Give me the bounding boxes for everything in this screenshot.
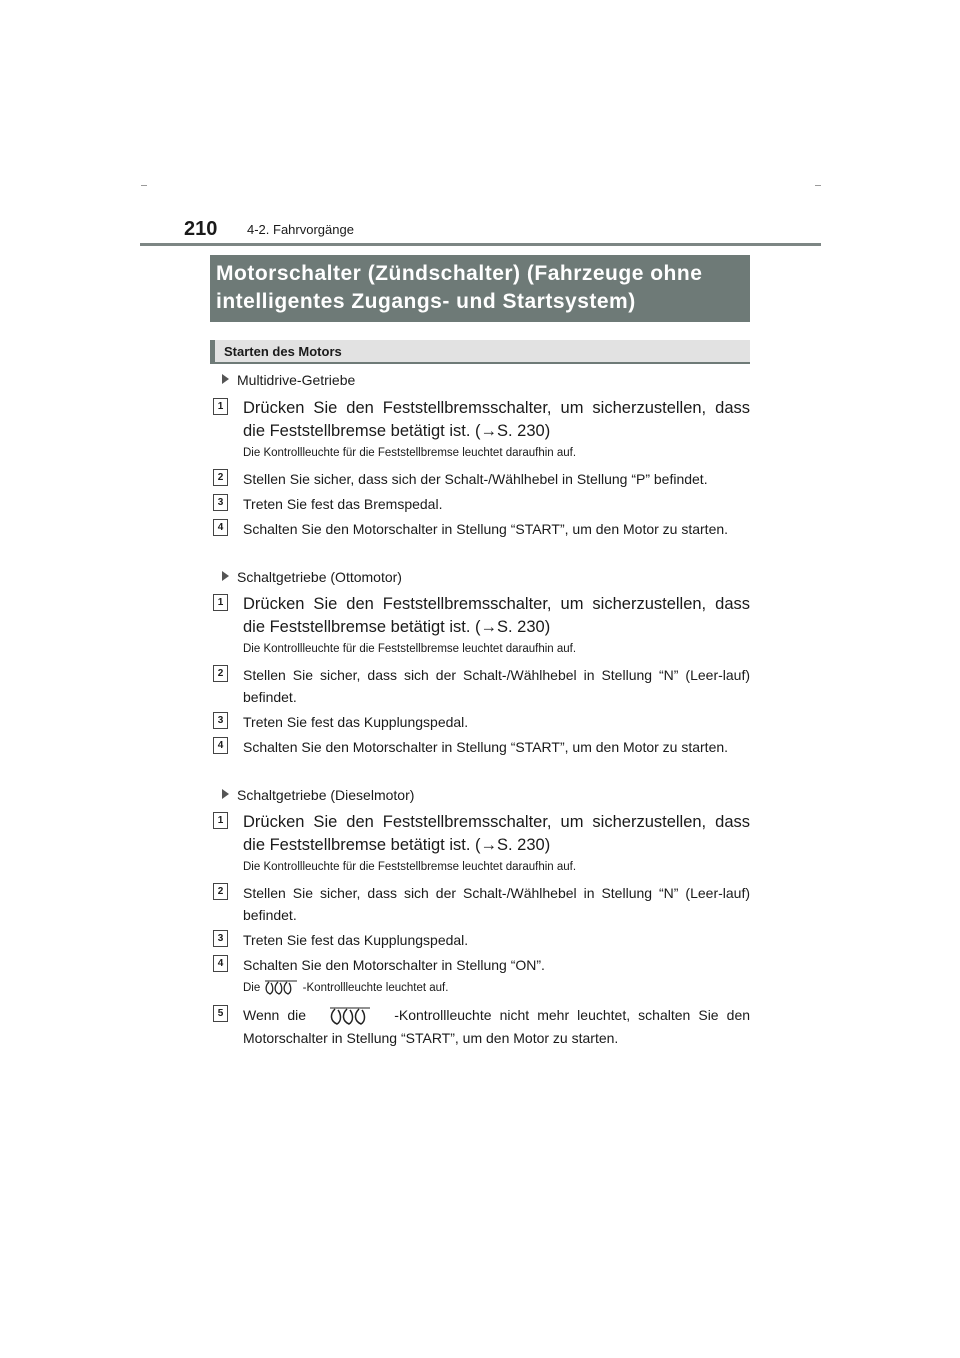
- step-note: Die -Kontrollleuchte leuchtet auf.: [243, 979, 748, 997]
- step-text: Schalten Sie den Motorschalter in Stellung “ON”.: [243, 957, 545, 973]
- page-number: 210: [184, 218, 218, 240]
- step-item: [213, 929, 750, 951]
- step-text: Stellen Sie sicher, dass sich der Schalt-/Wählhebel in Stellung “N” (Leer-lauf) befindet.: [243, 885, 750, 923]
- glow-plug-indicator-icon: [263, 979, 299, 997]
- step-note: Die Kontrollleuchte für die Feststellbremse leuchtet daraufhin auf.: [243, 643, 577, 655]
- step-number: 4: [213, 737, 228, 754]
- variant-heading: Schaltgetriebe (Dieselmotor): [222, 787, 414, 803]
- step-item: [213, 397, 750, 443]
- page-title-line-1: Motorschalter (Zündschalter) (Fahrzeuge ohne: [216, 262, 703, 285]
- step-item: [213, 468, 750, 490]
- step-item: [213, 736, 750, 758]
- crop-mark-left: [141, 185, 147, 186]
- step-number: 1: [213, 812, 228, 829]
- step-item: [213, 954, 750, 976]
- step-text: Stellen Sie sicher, dass sich der Schalt-/Wählhebel in Stellung “N” (Leer-lauf) befindet.: [243, 667, 750, 705]
- step-text: Stellen Sie sicher, dass sich der Schalt-/Wählhebel in Stellung “P” befindet.: [243, 471, 708, 487]
- step-number: 4: [213, 955, 228, 972]
- step-number: 2: [213, 469, 228, 486]
- step-note: Die Kontrollleuchte für die Feststellbremse leuchtet daraufhin auf.: [243, 861, 577, 873]
- step-number: 4: [213, 519, 228, 536]
- step-number: 3: [213, 494, 228, 511]
- step-number: 3: [213, 930, 228, 947]
- step-text: Treten Sie fest das Bremspedal.: [243, 496, 443, 512]
- step-text: Drücken Sie den Feststellbremsschalter, um sicherzustellen, dass die Feststellbremse betätigt ist. (→S. 230): [243, 399, 750, 440]
- subheading-text: Starten des Motors: [224, 344, 342, 359]
- step-text: Drücken Sie den Feststellbremsschalter, um sicherzustellen, dass die Feststellbremse betätigt ist. (→S. 230): [243, 813, 750, 854]
- step-number: 2: [213, 883, 228, 900]
- step-item: [213, 493, 750, 515]
- step-number: 1: [213, 594, 228, 611]
- step-item: [213, 593, 750, 639]
- step-number: 3: [213, 712, 228, 729]
- step-text: Schalten Sie den Motorschalter in Stellung “START”, um den Motor zu starten.: [243, 521, 729, 537]
- page-title-line-2: intelligentes Zugangs- und Startsystem): [216, 290, 636, 313]
- triangle-bullet-icon: [222, 789, 229, 799]
- section-title: 4-2. Fahrvorgänge: [247, 222, 354, 237]
- step-item: [213, 664, 750, 708]
- step-text: Treten Sie fest das Kupplungspedal.: [243, 714, 469, 730]
- page-title: [210, 255, 750, 322]
- step-item: [213, 811, 750, 857]
- step-number: 2: [213, 665, 228, 682]
- step-item: [213, 711, 750, 733]
- subheading: [210, 340, 750, 364]
- step-text: Schalten Sie den Motorschalter in Stellung “START”, um den Motor zu starten.: [243, 739, 729, 755]
- step-text: Wenn die -Kontrollleuchte nicht mehr leuchtet, schalten Sie den Motorschalter in Stellung “START”, um den Motor zu starten.: [243, 1007, 751, 1047]
- step-item: [213, 518, 750, 540]
- triangle-bullet-icon: [222, 374, 229, 384]
- crop-mark-right: [815, 185, 821, 186]
- header-rule: [140, 243, 821, 246]
- step-number: 1: [213, 398, 228, 415]
- step-item: [213, 882, 750, 926]
- variant-heading: Multidrive-Getriebe: [222, 372, 355, 388]
- variant-heading: Schaltgetriebe (Ottomotor): [222, 569, 402, 585]
- triangle-bullet-icon: [222, 571, 229, 581]
- step-text: Treten Sie fest das Kupplungspedal.: [243, 932, 469, 948]
- step-number: 5: [213, 1005, 228, 1022]
- glow-plug-indicator-icon: [328, 1005, 372, 1027]
- step-item: [213, 1004, 750, 1049]
- step-text: Drücken Sie den Feststellbremsschalter, um sicherzustellen, dass die Feststellbremse betätigt ist. (→S. 230): [243, 595, 750, 636]
- step-note: Die Kontrollleuchte für die Feststellbremse leuchtet daraufhin auf.: [243, 447, 577, 459]
- subheading-bar: [210, 340, 215, 364]
